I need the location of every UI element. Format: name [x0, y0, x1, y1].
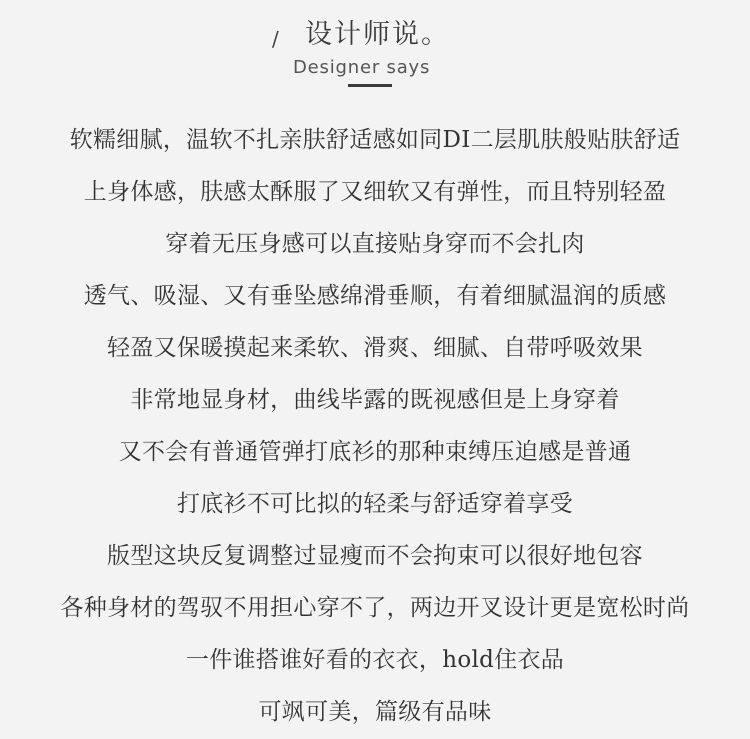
description-line: 又不会有普通管弹打底衫的那种束缚压迫感是普通	[118, 439, 632, 465]
description-line: 穿着无压身感可以直接贴身穿而不会扎肉	[165, 231, 585, 257]
description-line: 版型这块反复调整过显瘦而不会拘束可以很好地包容	[107, 543, 643, 569]
description-line: 打底衫不可比拟的轻柔与舒适穿着享受	[176, 491, 574, 517]
page-title: 设计师说。	[305, 19, 450, 50]
description-line: 非常地显身材，曲线毕露的既视感但是上身穿着	[130, 387, 620, 413]
description-line: 可飒可美，篇级有品味	[258, 699, 492, 725]
description-text-block	[0, 114, 750, 738]
description-line: 各种身材的驾驭不用担心穿不了，两边开叉设计更是宽松时尚	[60, 595, 690, 621]
description-line: 透气、吸湿、又有垂坠感绵滑垂顺，有着细腻温润的质感	[83, 283, 667, 309]
description-line: 一件谁搭谁好看的衣衣，hold住衣品	[185, 647, 565, 673]
decorative-slash: /	[272, 27, 279, 51]
section-header	[0, 0, 750, 95]
description-line: 软糯细腻，温软不扎亲肤舒适感如同DI二层肌肤般贴肤舒适	[69, 127, 681, 153]
page-subtitle: Designer says	[293, 57, 431, 78]
description-line: 轻盈又保暖摸起来柔软、滑爽、细腻、自带呼吸效果	[107, 335, 643, 361]
description-line: 上身体感，肤感太酥服了又细软又有弹性，而且特别轻盈	[83, 179, 667, 205]
title-underline	[348, 84, 392, 87]
